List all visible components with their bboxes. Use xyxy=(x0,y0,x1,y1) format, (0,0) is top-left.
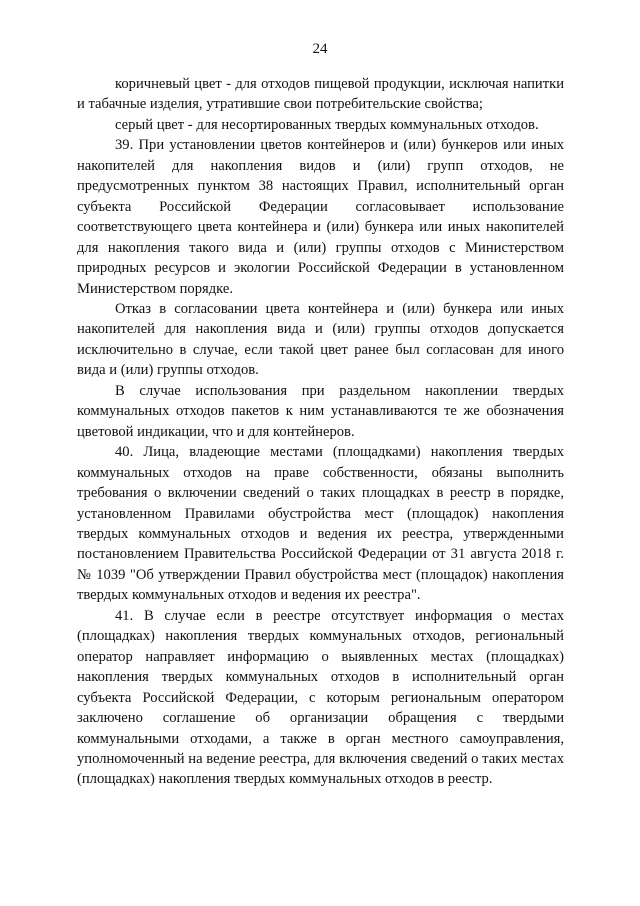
document-body xyxy=(77,74,564,790)
paragraph-grey-color: серый цвет - для несортированных твердых коммунальных отходов. xyxy=(115,116,539,133)
paragraph-clause-41: 41. В случае если в реестре отсутствует информация о местах (площадках) накопления твердых коммунальных отходов, региональный оператор направляет информацию о выявленных местах (площадках) накопления твердых коммунальных отходов в исполнительный орган субъекта Российской Федерации, с которым региональным оператором заключено соглашение об организации обращения с твердыми коммунальными отходами, а также в орган местного самоуправления, уполномоченный на ведение реестра, для включения сведений о таких местах (площадках) накопления твердых коммунальных отходов в реестр. xyxy=(77,607,564,788)
paragraph-bags: В случае использования при раздельном накоплении твердых коммунальных отходов пакетов к ним устанавливаются те же обозначения цветовой индикации, что и для контейнеров. xyxy=(77,382,564,440)
paragraph-brown-color: коричневый цвет - для отходов пищевой продукции, исключая напитки и табачные изделия, утратившие свои потребительские свойства; xyxy=(77,76,564,113)
page-number: 24 xyxy=(312,41,328,57)
paragraph-refusal: Отказ в согласовании цвета контейнера и (или) бункера или иных накопителей для накопления вида и (или) группы отходов допускается исключительно в случае, если такой цвет ранее был согласован для иного вида и (или) группы отходов. xyxy=(77,300,564,379)
paragraph-clause-39: 39. При установлении цветов контейнеров и (или) бункеров или иных накопителей для накопления видов и (или) групп отходов, не предусмотренных пунктом 38 настоящих Правил, исполнительный орган субъекта Российской Федерации согласовывает использование соответствующего цвета контейнера и (или) бункера или иных накопителей для накопления такого вида и (или) группы отходов с Министерством природных ресурсов и экологии Российской Федерации в установленном Министерством порядке. xyxy=(77,137,564,297)
paragraph-clause-40: 40. Лица, владеющие местами (площадками) накопления твердых коммунальных отходов на праве собственности, обязаны выполнить требования о включении сведений о таких площадках в реестр в порядке, установленном Правилами обустройства мест (площадок) накопления твердых коммунальных отходов и ведения их реестра, утвержденными постановлением Правительства Российской Федерации от 31 августа 2018 г. № 1039 "Об утверждении Правил обустройства мест (площадок) накопления твердых коммунальных отходов и ведения их реестра". xyxy=(77,444,564,604)
